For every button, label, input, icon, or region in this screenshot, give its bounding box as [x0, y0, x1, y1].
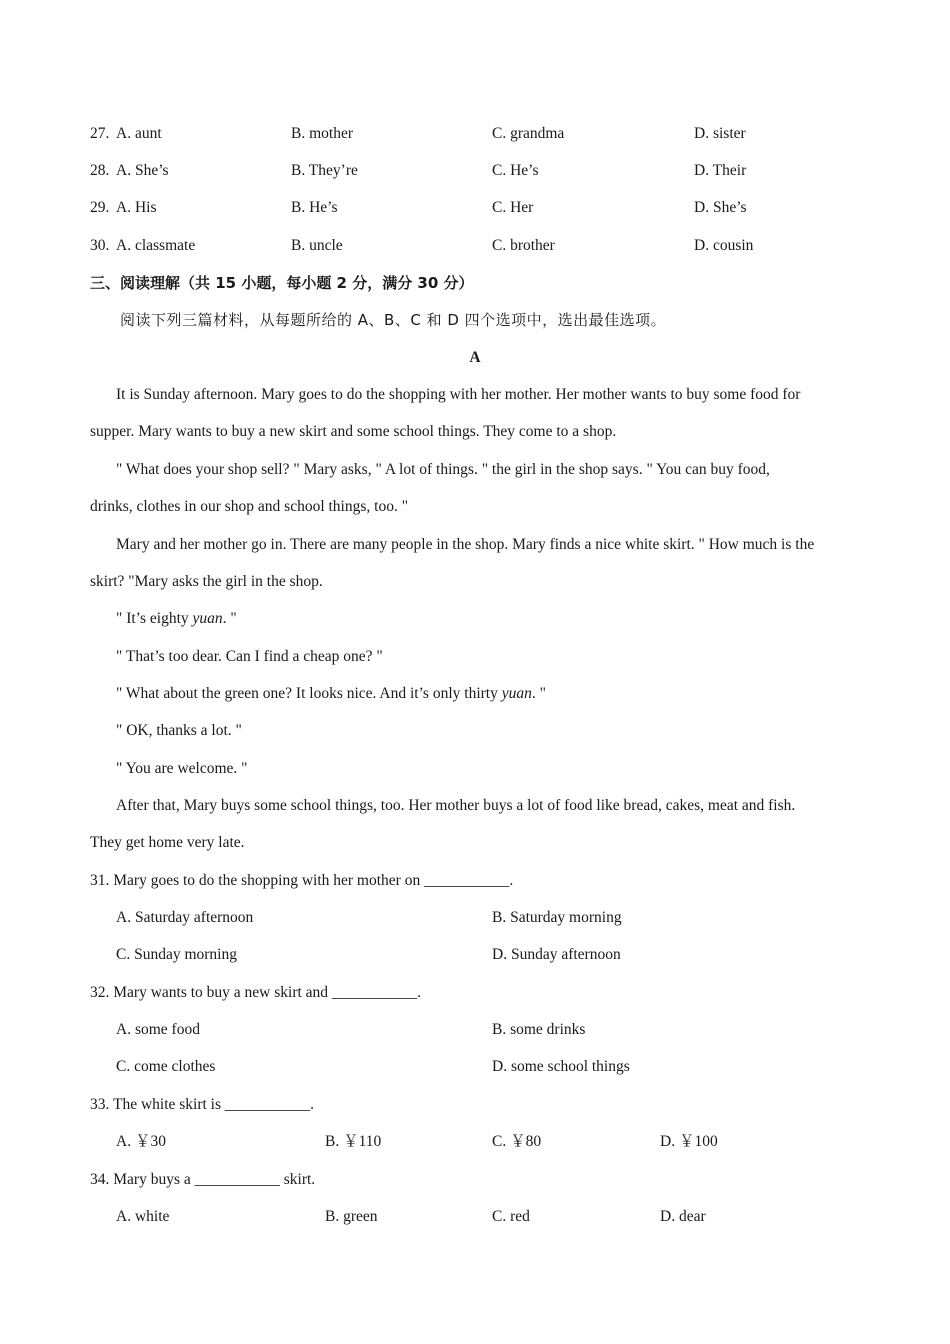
question-stem: 31. Mary goes to do the shopping with her mother on ___________. [90, 872, 514, 889]
cloze-number: 28. [90, 162, 110, 179]
option-c: C. He’s [492, 162, 539, 179]
passage-line: It is Sunday afternoon. Mary goes to do the shopping with her mother. Her mother wants to buy some food for [116, 386, 801, 403]
option-d: D. She’s [694, 199, 747, 216]
option-a: A. ￥30 [116, 1133, 166, 1150]
passage-label: A [469, 349, 481, 366]
option-b: B. some drinks [492, 1021, 586, 1038]
passage-line: skirt? "Mary asks the girl in the shop. [90, 573, 323, 590]
option-a: A. Saturday afternoon [116, 909, 254, 926]
option-c: C. grandma [492, 125, 565, 142]
option-b: B. They’re [291, 162, 358, 179]
section-heading: 三、阅读理解（共 15 小题，每小题 2 分，满分 30 分） [90, 274, 474, 292]
option-c: C. come clothes [116, 1058, 216, 1075]
option-d: D. cousin [694, 237, 754, 254]
passage-line: " What about the green one? It looks nice. And it’s only thirty yuan. " [116, 685, 546, 702]
option-a: A. She’s [116, 162, 169, 179]
option-d: D. dear [660, 1208, 706, 1225]
option-d: D. some school things [492, 1058, 630, 1075]
passage-line: " You are welcome. " [116, 760, 248, 777]
option-a: A. some food [116, 1021, 200, 1038]
option-b: B. green [325, 1208, 378, 1225]
passage-line: supper. Mary wants to buy a new skirt and some school things. They come to a shop. [90, 423, 617, 440]
section-instruction: 阅读下列三篇材料，从每题所给的 A、B、C 和 D 四个选项中，选出最佳选项。 [120, 311, 667, 329]
option-b: B. He’s [291, 199, 338, 216]
passage-line: They get home very late. [90, 834, 245, 851]
option-d: D. Their [694, 162, 747, 179]
passage-line: " OK, thanks a lot. " [116, 722, 242, 739]
passage-line: " That’s too dear. Can I find a cheap one? " [116, 648, 383, 665]
passage-line: drinks, clothes in our shop and school things, too. " [90, 498, 409, 515]
question-stem: 32. Mary wants to buy a new skirt and ___________. [90, 984, 422, 1001]
option-a: A. aunt [116, 125, 162, 142]
option-d: D. sister [694, 125, 746, 142]
option-c: C. brother [492, 237, 555, 254]
passage-line: Mary and her mother go in. There are many people in the shop. Mary finds a nice white skirt. " How much is the [116, 536, 815, 553]
option-b: B. uncle [291, 237, 343, 254]
option-d: D. Sunday afternoon [492, 946, 621, 963]
option-a: A. His [116, 199, 157, 216]
option-c: C. ￥80 [492, 1133, 542, 1150]
passage-line: After that, Mary buys some school things, too. Her mother buys a lot of food like bread, cakes, meat and fish. [116, 797, 796, 814]
question-stem: 33. The white skirt is ___________. [90, 1096, 315, 1113]
passage-line: " It’s eighty yuan. " [116, 610, 237, 627]
option-a: A. white [116, 1208, 170, 1225]
question-stem: 34. Mary buys a ___________ skirt. [90, 1171, 316, 1188]
cloze-number: 30. [90, 237, 110, 254]
option-b: B. Saturday morning [492, 909, 622, 926]
option-d: D. ￥100 [660, 1133, 718, 1150]
option-c: C. red [492, 1208, 530, 1225]
cloze-number: 27. [90, 125, 110, 142]
cloze-number: 29. [90, 199, 110, 216]
option-b: B. ￥110 [325, 1133, 382, 1150]
option-a: A. classmate [116, 237, 196, 254]
option-c: C. Sunday morning [116, 946, 237, 963]
option-b: B. mother [291, 125, 353, 142]
passage-line: " What does your shop sell? " Mary asks, " A lot of things. " the girl in the shop says. " You can buy food, [116, 461, 770, 478]
option-c: C. Her [492, 199, 534, 216]
